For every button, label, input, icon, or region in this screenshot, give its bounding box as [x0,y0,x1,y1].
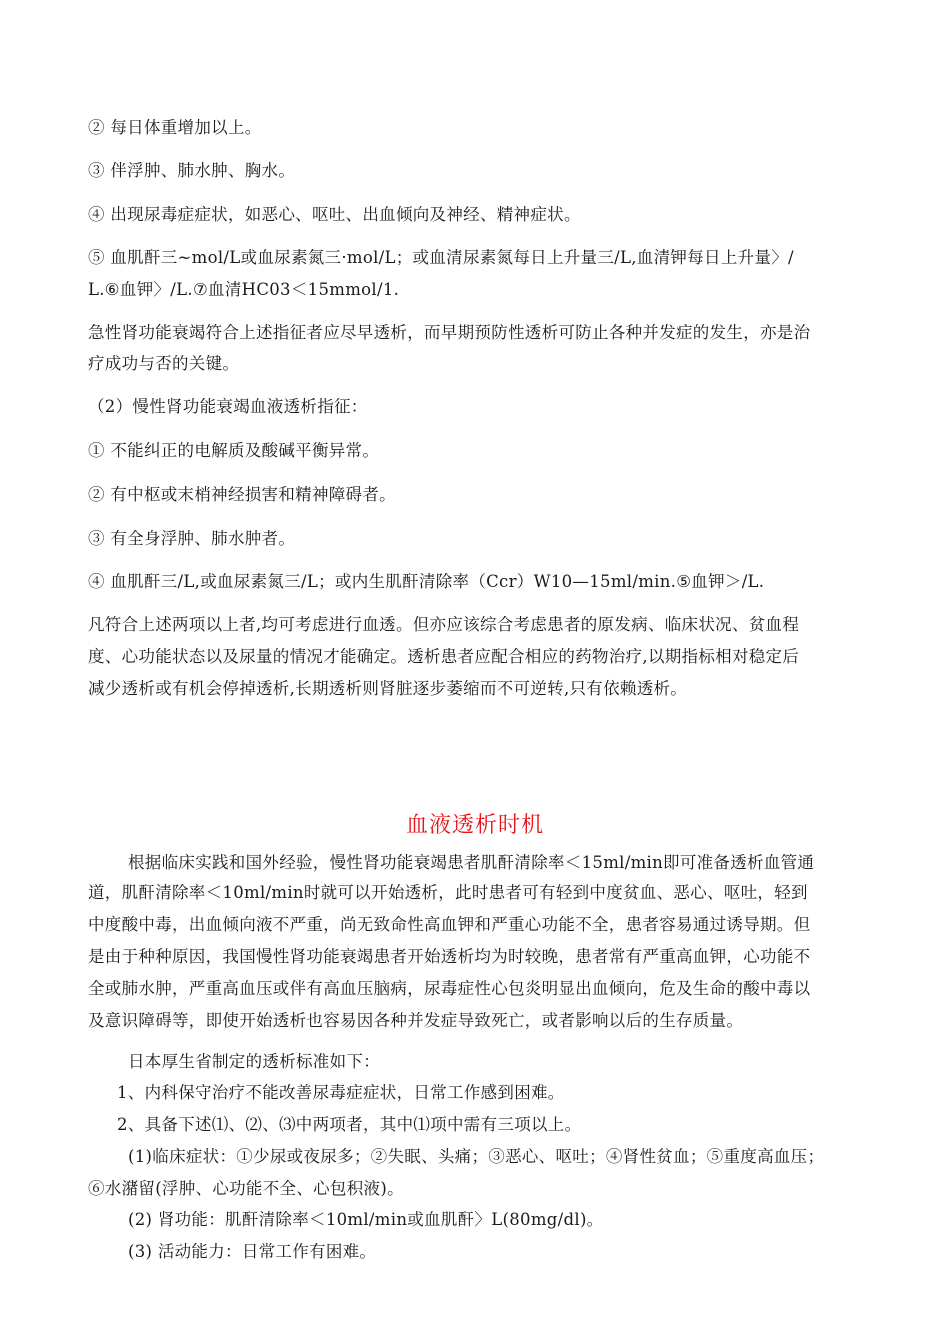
text-line: 日本厚生省制定的透析标准如下： [128,1052,380,1071]
list-item: (1)临床症状：①少尿或夜尿多；②失眠、头痛；③恶心、呕吐；④肾性贫血；⑤重度高血压； [128,1147,825,1166]
text-line: ③ 伴浮肿、肺水肿、胸水。 [88,161,296,180]
text-line: ④ 出现尿毒症症状，如恶心、呕吐、出血倾向及神经、精神症状。 [88,205,581,224]
text-line: 度、心功能状态以及尿量的情况才能确定。透析患者应配合相应的药物治疗,以期指标相对稳定后 [88,647,800,666]
text-line: 急性肾功能衰竭符合上述指征者应尽早透析，而早期预防性透析可防止各种并发症的发生，亦是治 [88,323,811,342]
text-line: ① 不能纠正的电解质及酸碱平衡异常。 [88,441,380,460]
text-line: L.⑥血钾〉/L.⑦血清HC03＜15mmol/1. [88,280,400,299]
text-line: ② 每日体重增加以上。 [88,118,262,137]
text-line: ⑥水潴留(浮肿、心功能不全、心包积液)。 [88,1179,404,1198]
text-line: ② 有中枢或末梢神经损害和精神障碍者。 [88,485,396,504]
list-item: (2) 肾功能：肌酐清除率＜10ml/min或血肌酐〉L(80mg/dl)。 [128,1210,604,1229]
text-line: 中度酸中毒，出血倾向液不严重，尚无致命性高血钾和严重心功能不全，患者容易通过诱导期。但 [88,915,811,934]
list-item: 2、具备下述⑴、⑵、⑶中两项者，其中⑴项中需有三项以上。 [117,1115,582,1134]
section-title: 血液透析时机 [405,813,544,838]
text-line: ③ 有全身浮肿、肺水肿者。 [88,529,296,548]
text-line: 是由于种种原因，我国慢性肾功能衰竭患者开始透析均为时较晚，患者常有严重高血钾，心功能不 [88,947,811,966]
text-line: 凡符合上述两项以上者,均可考虑进行血透。但亦应该综合考虑患者的原发病、临床状况、贫血程 [88,615,800,634]
list-item: 1、内科保守治疗不能改善尿毒症症状，日常工作感到困难。 [117,1083,565,1102]
text-line: 疗成功与否的关键。 [88,354,240,373]
text-line: 道，肌酐清除率＜10ml/min时就可以开始透析，此时患者可有轻到中度贫血、恶心、呕吐，轻到 [88,883,808,902]
text-line: 根据临床实践和国外经验，慢性肾功能衰竭患者肌酐清除率＜15ml/min即可准备透析血管通 [128,853,815,872]
list-item: (3) 活动能力：日常工作有困难。 [128,1242,377,1261]
text-line: ⑤ 血肌酐三~mol/L或血尿素氮三·mol/L；或血清尿素氮每日上升量三/L,血清钾每日上升量〉/ [88,248,794,267]
text-line: 及意识障碍等，即使开始透析也容易因各种并发症导致死亡，或者影响以后的生存质量。 [88,1011,744,1030]
text-line: ④ 血肌酐三/L,或血尿素氮三/L；或内生肌酐清除率（Ccr）W10—15ml/min.⑤血钾＞/L. [88,572,765,591]
section-heading: （2）慢性肾功能衰竭血液透析指征： [88,397,368,416]
text-line: 全或肺水肿，严重高血压或伴有高血压脑病，尿毒症性心包炎明显出血倾向，危及生命的酸中毒以 [88,979,811,998]
text-line: 减少透析或有机会停掉透析,长期透析则肾脏逐步萎缩而不可逆转,只有依赖透析。 [88,679,688,698]
